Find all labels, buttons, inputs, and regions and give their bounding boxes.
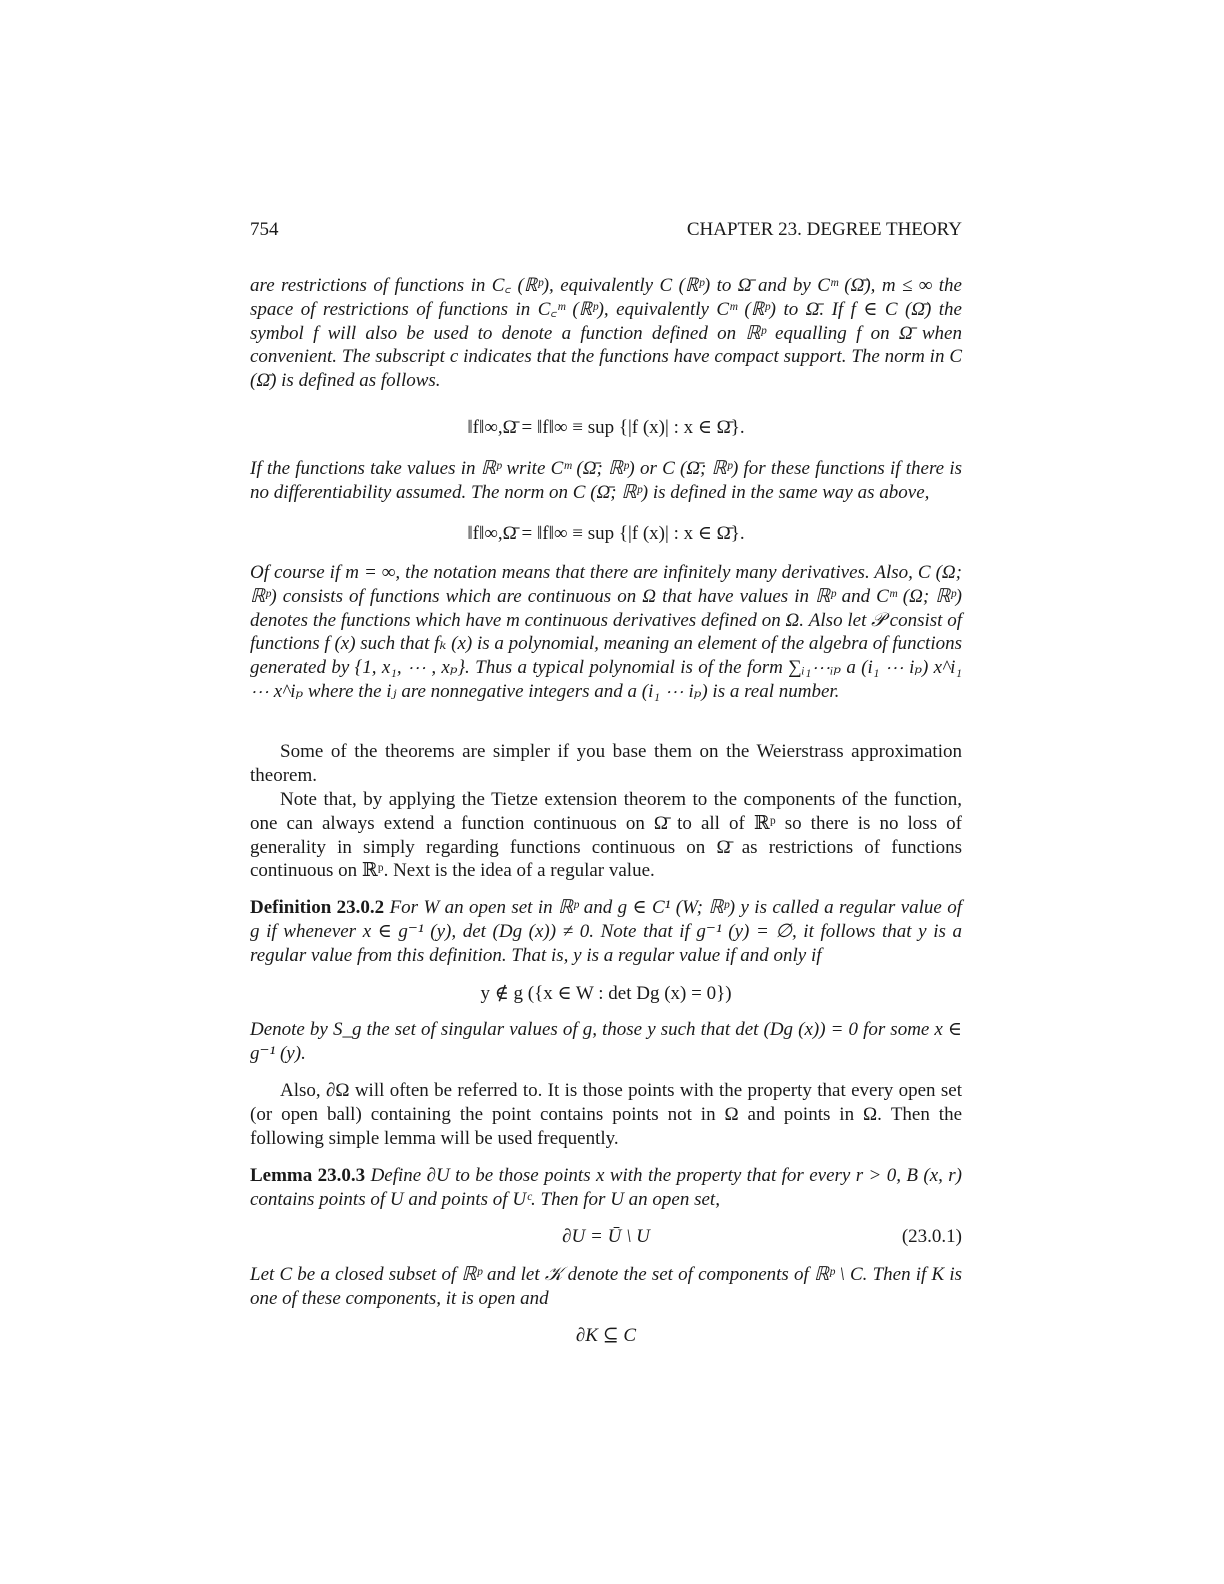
paragraph-tietze: Note that, by applying the Tietze extension theorem to the components of the function, one can always extend a function continuous on Ω̄ to all of ℝᵖ so there is no loss of generality in simply regarding functions continuous on Ω̄ as restrictions of functions continuous on ℝᵖ. Next is the idea of a regular value.: [250, 789, 962, 882]
definition-regular-value: [250, 896, 962, 967]
definition-label: Definition 23.0.2: [250, 897, 385, 918]
chapter-title: CHAPTER 23. DEGREE THEORY: [686, 219, 962, 240]
equation-sup-norm: ‖f‖∞,Ω̄ = ‖f‖∞ ≡ sup {|f (x)| : x ∈ Ω̄}.: [467, 417, 745, 438]
lemma-label: Lemma 23.0.3: [250, 1165, 366, 1186]
equation-boundary-subset: ∂K ⊆ C: [575, 1325, 637, 1346]
paragraph-singular-values: Denote by S_g the set of singular values of g, those y such that det (Dg (x)) = 0 for some x ∈ g⁻¹ (y).: [250, 1019, 962, 1064]
definition-text: For W an open set in ℝᵖ and g ∈ C¹ (W; ℝᵖ) y is called a regular value of g if whenever x ∈ g⁻¹ (y), det (Dg (x)) ≠ 0. Note that if g⁻¹ (y) = ∅, it follows that y is a regular value from this definition. That is, y is a regular value if and only if: [250, 897, 963, 966]
paragraph-weierstrass: Some of the theorems are simpler if you base them on the Weierstrass approximation theorem.: [250, 741, 962, 786]
paragraph-polynomials: Of course if m = ∞, the notation means that there are infinitely many derivatives. Also, C (Ω; ℝᵖ) consists of functions which are continuous on Ω that have values in ℝᵖ and Cᵐ (Ω; ℝᵖ) denotes the functions which have m continuous derivatives defined on Ω. Also let 𝒫 consist of functions f (x) such that fₖ (x) is a polynomial, meaning an element of the algebra of functions generated by {1, x₁, ⋯ , xₚ}. Thus a typical polynomial is of the form ∑ᵢ₁⋯ᵢₚ a (i₁ ⋯ iₚ) x^i₁ ⋯ x^iₚ where the iⱼ are nonnegative integers and a (i₁ ⋯ iₚ) is a real number.: [250, 562, 962, 702]
equation-regular-value: y ∉ g ({x ∈ W : det Dg (x) = 0}): [480, 983, 732, 1004]
paragraph-restrictions: are restrictions of functions in C꜀ (ℝᵖ), equivalently C (ℝᵖ) to Ω̄ and by Cᵐ (Ω̄), m ≤ ∞ the space of restrictions of functions in C꜀ᵐ (ℝᵖ), equivalently Cᵐ (ℝᵖ) to Ω̄. If f ∈ C (Ω̄) the symbol f will also be used to denote a function defined on ℝᵖ equalling f on Ω̄ when convenient. The subscript c indicates that the functions have compact support. The norm in C (Ω̄) is defined as follows.: [250, 275, 962, 392]
equation-boundary-formula: ∂U = Ū \ U: [562, 1226, 650, 1247]
page-number: 754: [250, 219, 279, 240]
paragraph-boundary: Also, ∂Ω will often be referred to. It is those points with the property that every open set (or open ball) containing the point contains points not in Ω and points in Ω. Then the following simple lemma will be used frequently.: [250, 1080, 962, 1149]
equation-number: (23.0.1): [901, 1226, 962, 1247]
lemma-boundary: [250, 1164, 962, 1212]
page-header: [250, 219, 962, 245]
lemma-text: Define ∂U to be those points x with the property that for every r > 0, B (x, r) contains points of U and points of Uᶜ. Then for U an open set,: [250, 1165, 963, 1210]
equation-vector-sup-norm: ‖f‖∞,Ω̄ = ‖f‖∞ ≡ sup {|f (x)| : x ∈ Ω̄}.: [467, 523, 745, 544]
paragraph-components: Let C be a closed subset of ℝᵖ and let 𝒦 denote the set of components of ℝᵖ \ C. Then if K is one of these components, it is open and: [250, 1264, 962, 1309]
paragraph-vector-valued: If the functions take values in ℝᵖ write Cᵐ (Ω̄; ℝᵖ) or C (Ω̄; ℝᵖ) for these functions if there is no differentiability assumed. The norm on C (Ω̄; ℝᵖ) is defined in the same way as above,: [250, 458, 962, 503]
equation-23-0-1: [250, 1226, 962, 1248]
